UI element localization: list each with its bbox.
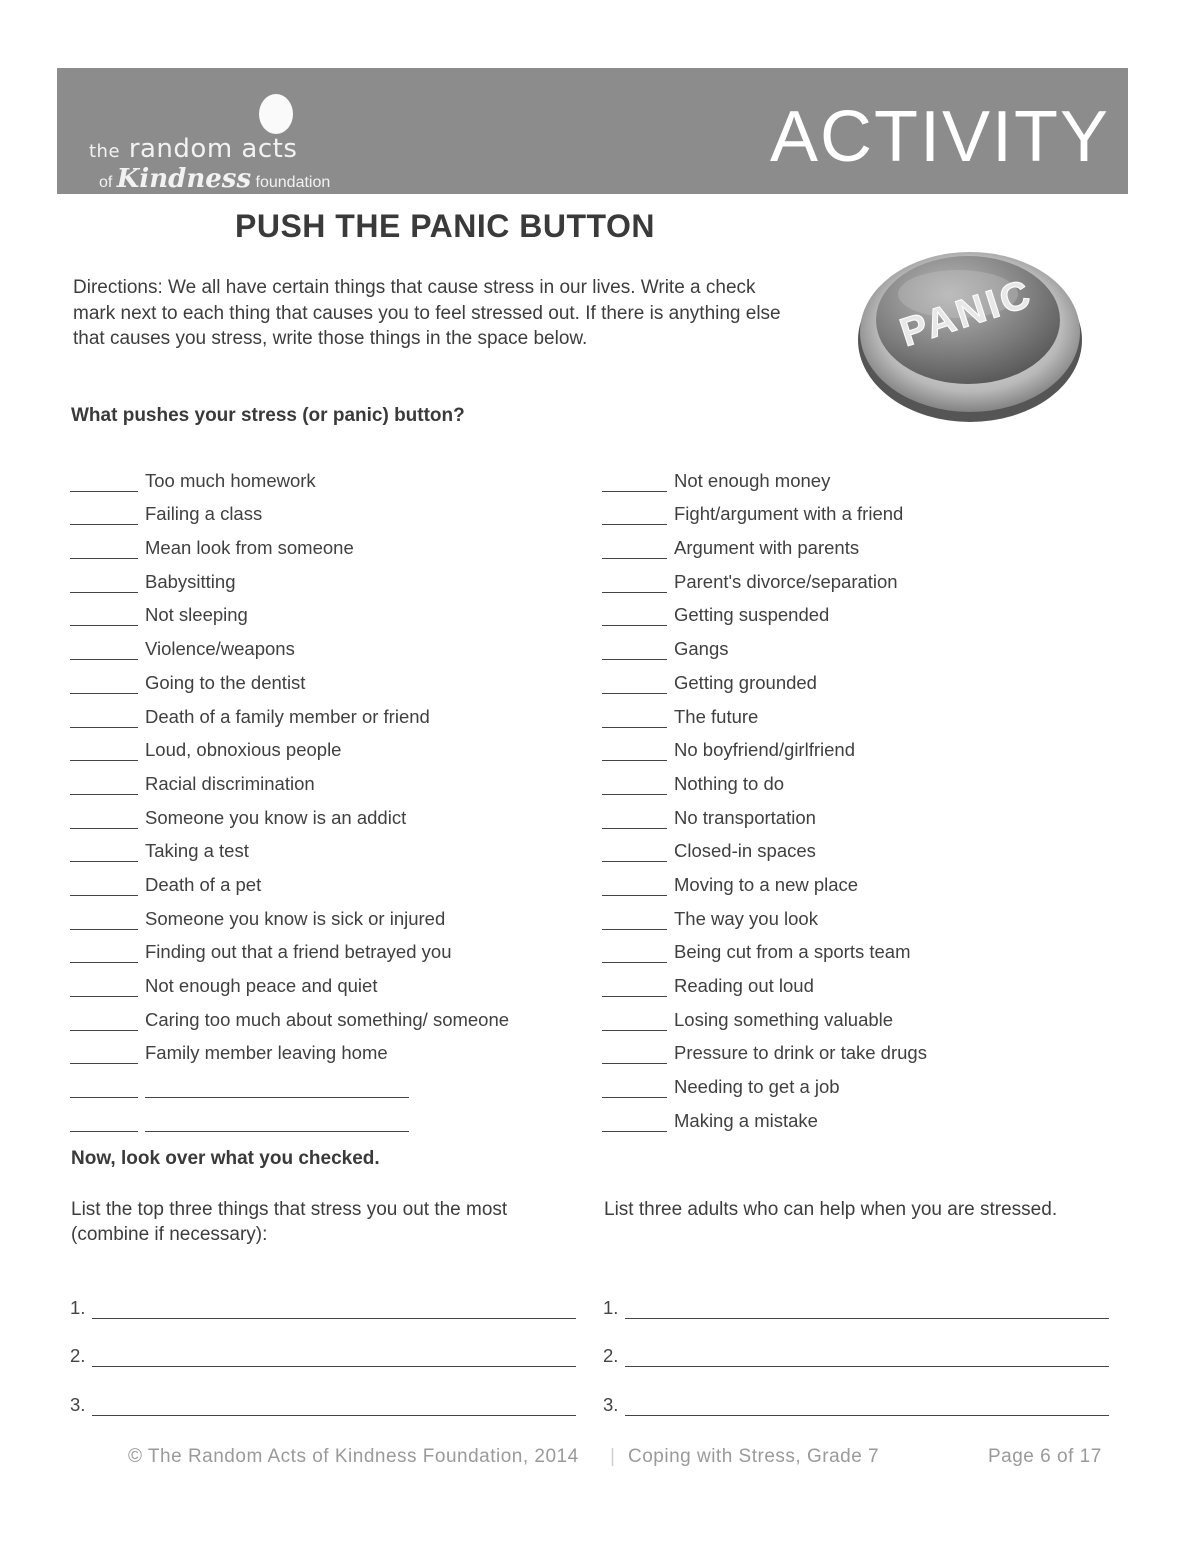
checkbox-line[interactable] xyxy=(70,1113,138,1132)
list-item: Moving to a new place xyxy=(602,862,927,896)
list-item: Closed-in spaces xyxy=(602,829,927,863)
checkbox-line[interactable] xyxy=(70,843,138,862)
left-checklist xyxy=(70,458,509,1132)
checkbox-line[interactable] xyxy=(602,473,667,492)
logo-foundation: foundation xyxy=(255,174,331,191)
checkbox-line[interactable] xyxy=(602,675,667,694)
checkbox-line[interactable] xyxy=(70,810,138,829)
checkbox-line[interactable] xyxy=(602,1079,667,1098)
checkbox-line[interactable] xyxy=(70,944,138,963)
checkbox-line[interactable] xyxy=(70,607,138,626)
list-item: Fight/argument with a friend xyxy=(602,492,927,526)
answer-line[interactable] xyxy=(625,1300,1109,1319)
list-item: Gangs xyxy=(602,626,927,660)
answer-line[interactable] xyxy=(92,1397,576,1416)
list-item: Going to the dentist xyxy=(70,660,509,694)
list-item: Finding out that a friend betrayed you xyxy=(70,930,509,964)
numbered-line: 3. xyxy=(70,1367,576,1416)
checkbox-line[interactable] xyxy=(70,675,138,694)
list-item: Not enough peace and quiet xyxy=(70,963,509,997)
answer-line[interactable] xyxy=(92,1348,576,1367)
adults-prompt: List three adults who can help when you are stressed. xyxy=(604,1199,1058,1220)
answer-line[interactable] xyxy=(625,1348,1109,1367)
list-item: Getting suspended xyxy=(602,593,927,627)
checkbox-line[interactable] xyxy=(70,1079,138,1098)
write-in-line[interactable] xyxy=(145,1113,409,1132)
list-item: Family member leaving home xyxy=(70,1031,509,1065)
answer-line[interactable] xyxy=(625,1397,1109,1416)
list-item: Babysitting xyxy=(70,559,509,593)
checkbox-line[interactable] xyxy=(602,776,667,795)
footer-copyright: © The Random Acts of Kindness Foundation, 2014 xyxy=(128,1446,579,1467)
list-item: The future xyxy=(602,694,927,728)
checkbox-line[interactable] xyxy=(602,877,667,896)
list-item: Violence/weapons xyxy=(70,626,509,660)
page-title: PUSH THE PANIC BUTTON xyxy=(235,208,655,244)
list-item: Death of a pet xyxy=(70,862,509,896)
checkbox-line[interactable] xyxy=(70,978,138,997)
list-item: Getting grounded xyxy=(602,660,927,694)
checkbox-line[interactable] xyxy=(602,742,667,761)
write-in-line[interactable] xyxy=(145,1079,409,1098)
list-item: Death of a family member or friend xyxy=(70,694,509,728)
checkbox-line[interactable] xyxy=(602,944,667,963)
numbered-line: 2. xyxy=(70,1319,576,1368)
list-item: Reading out loud xyxy=(602,963,927,997)
foundation-logo xyxy=(87,86,387,194)
checkbox-line[interactable] xyxy=(602,574,667,593)
checkbox-line[interactable] xyxy=(70,911,138,930)
checkbox-line[interactable] xyxy=(70,742,138,761)
answer-line[interactable] xyxy=(92,1300,576,1319)
list-item: Parent's divorce/separation xyxy=(602,559,927,593)
list-item: Not sleeping xyxy=(70,593,509,627)
list-item: Mean look from someone xyxy=(70,525,509,559)
checkbox-line[interactable] xyxy=(70,1045,138,1064)
checkbox-line[interactable] xyxy=(602,607,667,626)
checkbox-line[interactable] xyxy=(70,473,138,492)
checkbox-line[interactable] xyxy=(70,641,138,660)
checkbox-line[interactable] xyxy=(70,540,138,559)
list-item: Someone you know is an addict xyxy=(70,795,509,829)
numbered-line: 3. xyxy=(603,1367,1109,1416)
header-banner xyxy=(57,68,1128,194)
list-item: No boyfriend/girlfriend xyxy=(602,728,927,762)
checkbox-line[interactable] xyxy=(602,978,667,997)
top-three-lines xyxy=(70,1270,576,1416)
numbered-line: 2. xyxy=(603,1319,1109,1368)
checkbox-line[interactable] xyxy=(602,709,667,728)
list-item: Loud, obnoxious people xyxy=(70,728,509,762)
checkbox-line[interactable] xyxy=(70,776,138,795)
list-item: Too much homework xyxy=(70,458,509,492)
list-item: Caring too much about something/ someone xyxy=(70,997,509,1031)
numbered-line: 1. xyxy=(603,1270,1109,1319)
checkbox-line[interactable] xyxy=(70,506,138,525)
checkbox-line[interactable] xyxy=(602,641,667,660)
activity-title: ACTIVITY xyxy=(769,97,1110,177)
checkbox-line[interactable] xyxy=(70,574,138,593)
adults-lines xyxy=(603,1270,1109,1416)
footer-course: Coping with Stress, Grade 7 xyxy=(628,1446,880,1467)
footer-separator: | xyxy=(610,1446,616,1467)
list-item: Racial discrimination xyxy=(70,761,509,795)
logo-of: of xyxy=(99,174,113,191)
list-item: Not enough money xyxy=(602,458,927,492)
checkbox-line[interactable] xyxy=(602,506,667,525)
checkbox-line[interactable] xyxy=(602,1012,667,1031)
checkbox-line[interactable] xyxy=(602,810,667,829)
panic-label: PANIC xyxy=(894,271,1039,356)
logo-kindness: Kindness xyxy=(116,164,252,194)
panic-button-icon xyxy=(850,228,1090,428)
list-item: Losing something valuable xyxy=(602,997,927,1031)
footer-page-number: Page 6 of 17 xyxy=(988,1446,1102,1467)
list-item: Failing a class xyxy=(70,492,509,526)
checkbox-line[interactable] xyxy=(602,1113,667,1132)
list-item: Someone you know is sick or injured xyxy=(70,896,509,930)
checkbox-line[interactable] xyxy=(70,709,138,728)
checkbox-line[interactable] xyxy=(602,1045,667,1064)
list-item: Being cut from a sports team xyxy=(602,930,927,964)
right-checklist xyxy=(602,458,927,1132)
logo-the: the xyxy=(89,141,121,162)
list-item: Pressure to drink or take drugs xyxy=(602,1031,927,1065)
checkbox-line[interactable] xyxy=(602,911,667,930)
checkbox-line[interactable] xyxy=(70,1012,138,1031)
list-item: Making a mistake xyxy=(602,1098,927,1132)
top-three-prompt: List the top three things that stress you out the most (combine if necessary): xyxy=(71,1199,508,1245)
list-item: Argument with parents xyxy=(602,525,927,559)
balloon-icon xyxy=(259,94,293,134)
list-item: No transportation xyxy=(602,795,927,829)
write-in-item xyxy=(70,1098,509,1132)
numbered-line: 1. xyxy=(70,1270,576,1319)
stress-prompt: What pushes your stress (or panic) button? xyxy=(71,405,465,426)
list-item: Needing to get a job xyxy=(602,1064,927,1098)
checkbox-line[interactable] xyxy=(602,843,667,862)
list-item: Taking a test xyxy=(70,829,509,863)
directions-text: Directions: We all have certain things that cause stress in our lives. Write a check mark next to each thing that causes you to feel stressed out. If there is anything else that causes you stress, write those things in the space below. xyxy=(73,277,781,349)
list-item: The way you look xyxy=(602,896,927,930)
checkbox-line[interactable] xyxy=(70,877,138,896)
section-heading: Now, look over what you checked. xyxy=(71,1148,380,1169)
logo-random-acts: random acts xyxy=(128,134,298,164)
list-item: Nothing to do xyxy=(602,761,927,795)
write-in-item xyxy=(70,1064,509,1098)
checkbox-line[interactable] xyxy=(602,540,667,559)
